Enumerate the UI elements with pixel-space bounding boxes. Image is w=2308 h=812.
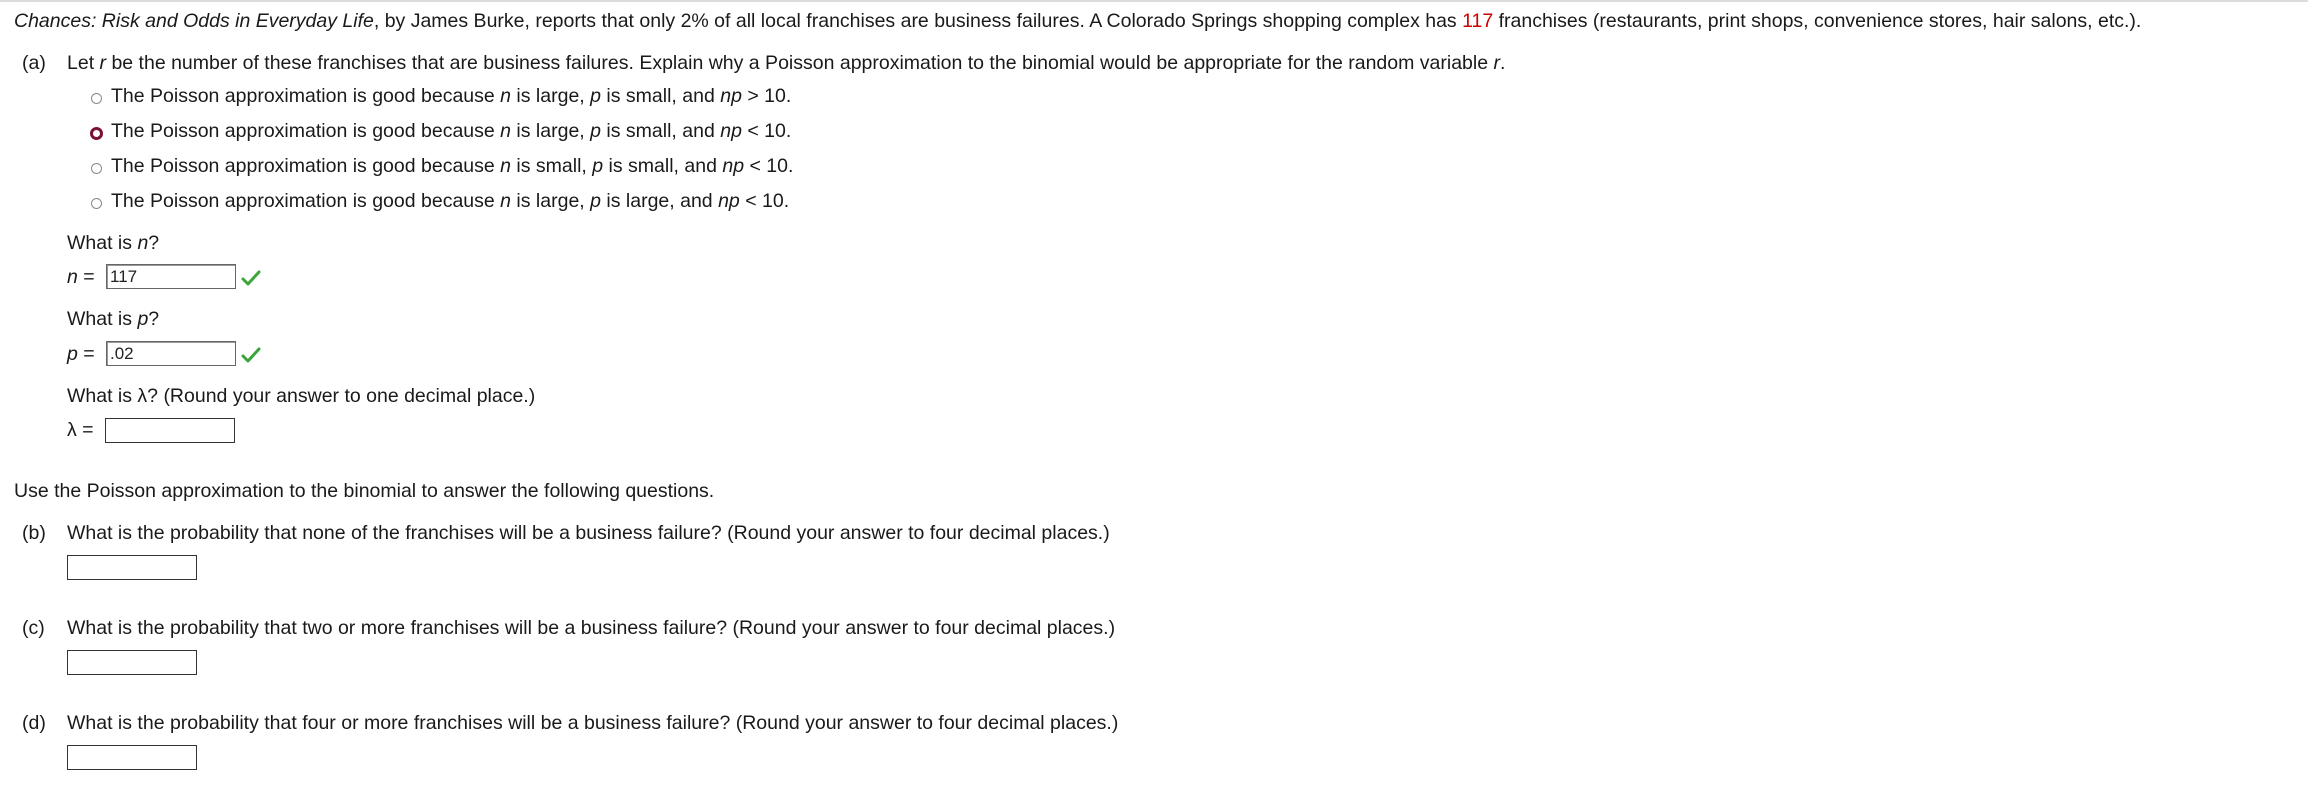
part-b-input[interactable] [67, 555, 197, 580]
part-d-label: (d) [22, 712, 46, 734]
lambda-question: What is λ? (Round your answer to one decimal place.) [67, 385, 536, 407]
p-label: p = [67, 343, 95, 365]
correct-check-icon [241, 346, 261, 364]
lambda-input[interactable] [105, 418, 235, 443]
n-input[interactable]: 117 [106, 264, 236, 289]
part-b-label: (b) [22, 522, 46, 544]
option-2-label[interactable]: The Poisson approximation is good because n is large, p is small, and np < 10. [111, 120, 792, 142]
option-4-label[interactable]: The Poisson approximation is good because n is large, p is large, and np < 10. [111, 190, 790, 212]
source-title: Chances: Risk and Odds in Everyday Life [14, 10, 374, 32]
part-c-question: What is the probability that two or more franchises will be a business failure? (Round your answer to four decimal places.) [67, 617, 1116, 639]
option-1-radio[interactable] [91, 93, 102, 104]
part-d-input[interactable] [67, 745, 197, 770]
franchise-count: 117 [1462, 10, 1494, 32]
top-divider [0, 0, 2308, 2]
option-4-radio[interactable] [91, 198, 102, 209]
instructions-text: Use the Poisson approximation to the binomial to answer the following questions. [14, 480, 715, 502]
part-b-question: What is the probability that none of the franchises will be a business failure? (Round your answer to four decimal places.) [67, 522, 1110, 544]
part-d-question: What is the probability that four or more franchises will be a business failure? (Round your answer to four decimal places.) [67, 712, 1119, 734]
option-3-radio[interactable] [91, 163, 102, 174]
option-3-label[interactable]: The Poisson approximation is good because n is small, p is small, and np < 10. [111, 155, 794, 177]
n-label: n = [67, 266, 95, 288]
p-question: What is p? [67, 308, 160, 330]
p-input[interactable]: .02 [106, 341, 236, 366]
correct-check-icon [241, 269, 261, 287]
option-2-radio-selected[interactable] [90, 127, 103, 140]
part-c-label: (c) [22, 617, 45, 639]
option-1-label[interactable]: The Poisson approximation is good because n is large, p is small, and np > 10. [111, 85, 792, 107]
intro-text: Chances: Risk and Odds in Everyday Life, by James Burke, reports that only 2% of all local franchises are business failures. A Colorado Springs shopping complex has 117 franchises (restaurants, print shops, convenience stores, hair salons, etc.). [14, 10, 2142, 32]
part-a-question: Let r be the number of these franchises that are business failures. Explain why a Poisson approximation to the binomial would be appropriate for the random variable r. [67, 52, 1506, 74]
part-a-label: (a) [22, 52, 46, 74]
n-question: What is n? [67, 232, 160, 254]
part-c-input[interactable] [67, 650, 197, 675]
lambda-label: λ = [67, 419, 94, 441]
